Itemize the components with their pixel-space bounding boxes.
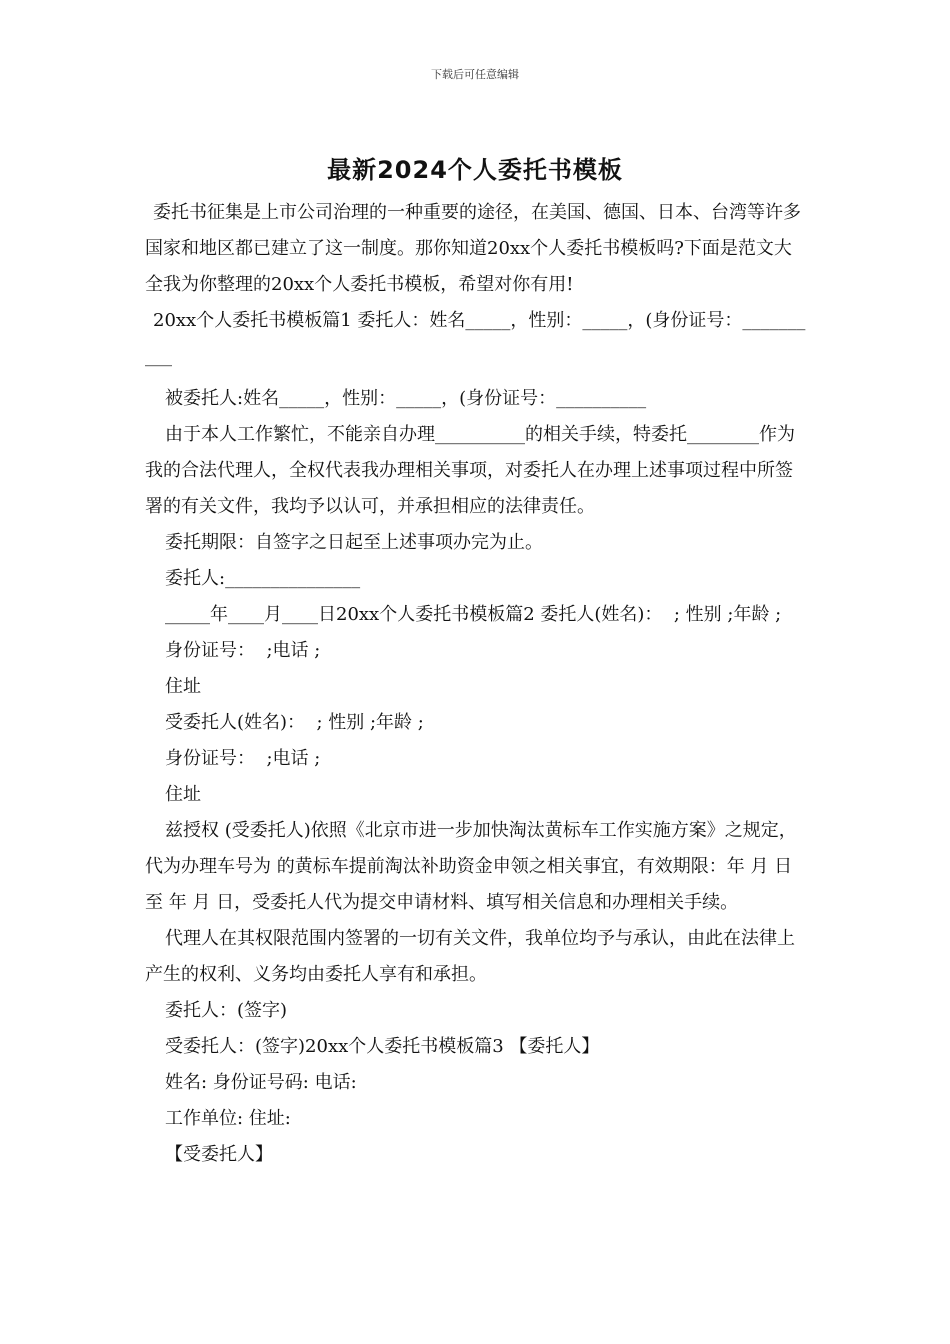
agent-name-line: 受委托人(姓名)： ; 性别 ;年龄 ; (165, 712, 424, 733)
agent-section-heading: 【受委托人】 (165, 1144, 273, 1165)
delegation-period: 委托期限：自签字之日起至上述事项办完为止。 (165, 532, 543, 553)
template-1-heading: 20xx个人委托书模板篇1 委托人：姓名_____，性别：_____，(身份证号：__________ (145, 310, 806, 367)
principal-workplace-fields: 工作单位: 住址: (165, 1108, 291, 1129)
template-3-heading: 受委托人：(签字)20xx个人委托书模板篇3 【委托人】 (165, 1036, 600, 1057)
agent-address: 住址 (165, 784, 201, 805)
principal-address: 住址 (165, 676, 201, 697)
intro-paragraph: 委托书征集是上市公司治理的一种重要的途径，在美国、德国、日本、台湾等许多国家和地区都已建立了这一制度。那你知道20xx个人委托书模板吗?下面是范文大全我为你整理的20xx个人委托书模板，希望对你有用! (145, 202, 801, 295)
agent-id-phone: 身份证号： ;电话 ; (165, 748, 321, 769)
principal-signature-line: 委托人:_______________ (165, 568, 361, 589)
principal-id-phone: 身份证号： ;电话 ; (165, 640, 321, 661)
document-body (145, 195, 807, 1173)
page-header: 下载后可任意编辑 (431, 68, 519, 81)
authorization-paragraph: 兹授权 (受委托人)依照《北京市进一步加快淘汰黄标车工作实施方案》之规定，代为办理车号为 的黄标车提前淘汰补助资金申领之相关事宜，有效期限：年 月 日至 年 月 日，受委托人代为提交申请材料、填写相关信息和办理相关手续。 (145, 820, 797, 913)
principal-fields: 姓名: 身份证号码: 电话: (165, 1072, 357, 1093)
principal-signature: 委托人：(签字) (165, 1000, 288, 1021)
delegation-statement: 由于本人工作繁忙，不能亲自办理__________的相关手续，特委托________作为我的合法代理人，全权代表我办理相关事项，对委托人在办理上述事项过程中所签署的有关文件，我均予以认可，并承担相应的法律责任。 (145, 424, 795, 517)
document-title: 最新2024个人委托书模板 (327, 156, 623, 184)
delegate-info: 被委托人:姓名_____，性别：_____，(身份证号：__________ (165, 388, 647, 409)
agent-liability-paragraph: 代理人在其权限范围内签署的一切有关文件，我单位均予与承认，由此在法律上产生的权利、义务均由委托人享有和承担。 (145, 928, 795, 985)
template-2-heading: _____年____月____日20xx个人委托书模板篇2 委托人(姓名)： ; 性别 ;年龄 ; (165, 604, 782, 625)
